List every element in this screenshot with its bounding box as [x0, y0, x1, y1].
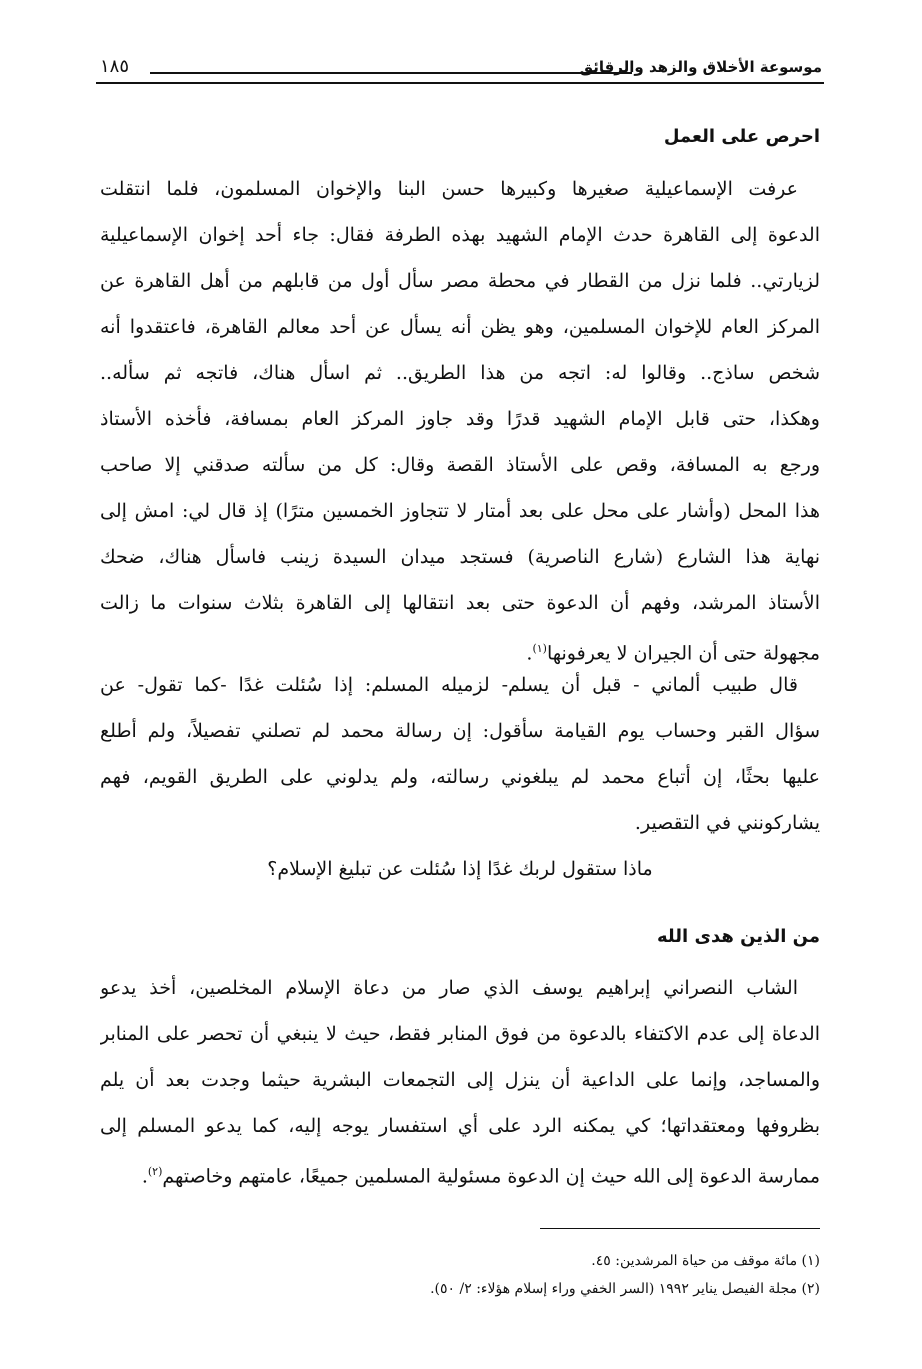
section-heading: احرص على العمل: [663, 126, 820, 147]
text-line: نهاية هذا الشارع (شارع الناصرية) فستجد ميدان السيدة زينب فاسأل هناك، ضحك: [100, 546, 820, 568]
text-line: هذا المحل (وأشار على محل على بعد أمتار لا تتجاوز الخمسين مترًا) إذ قال لي: امش إلى: [100, 500, 820, 522]
text-line: لزيارتي.. فلما نزل من القطار في محطة مصر سأل أول من قابلهم من أهل القاهرة عن: [100, 270, 820, 292]
footnote-ref: (٢): [147, 1165, 163, 1178]
text-line: قال طبيب ألماني - قبل أن يسلم- لزميله المسلم: إذا سُئلت غدًا -كما تقول- عن: [100, 674, 798, 696]
question-line: ماذا ستقول لربك غدًا إذا سُئلت عن تبليغ الإسلام؟: [267, 858, 653, 880]
section-heading: من الذين هدى الله: [657, 926, 820, 947]
paragraph: [100, 166, 820, 672]
header-line: [150, 72, 632, 74]
text-line: وهكذا، حتى قابل الإمام الشهيد قدرًا وقد جاوز المركز العام بمسافة، فأخذه الأستاذ: [100, 408, 820, 430]
paragraph: [100, 662, 820, 846]
text-line: الدعوة إلى القاهرة حدث الإمام الشهيد بهذه الطرفة فقال: جاء أحد إخوان الإسماعيلية: [100, 224, 820, 246]
text-line: عليها بحثًا، إن أتباع محمد لم يبلغوني رسالته، ولم يدلوني على الطريق القويم، فهم: [100, 766, 820, 788]
text-line: الدعاة إلى عدم الاكتفاء بالدعوة من فوق المنابر فقط، حيث لا ينبغي أن تحصر على المنابر: [100, 1023, 820, 1045]
header-rule: [96, 82, 824, 84]
footnote: (٢) مجلة الفيصل يناير ١٩٩٢ (السر الخفي وراء إسلام هؤلاء: ٢/ ٥٠).: [430, 1281, 820, 1297]
text-line: عرفت الإسماعيلية صغيرها وكبيرها حسن البنا والإخوان المسلمون، فلما انتقلت: [100, 178, 798, 200]
text-line: المركز العام للإخوان المسلمين، وهو يظن أنه يسأل عن أحد معالم القاهرة، فاعتقدوا أنه: [100, 316, 820, 338]
page-number: ١٨٥: [100, 56, 130, 77]
footnote-rule: [540, 1228, 820, 1229]
running-header: [100, 58, 822, 84]
text: مجهولة حتى أن الجيران لا يعرفونها: [546, 642, 820, 665]
text-line: يشاركونني في التقصير.: [634, 812, 820, 834]
footnotes: [430, 1247, 820, 1303]
footnote-ref: (١): [532, 642, 547, 655]
text-line: شخص ساذج.. وقالوا له: اتجه من هذا الطريق.. ثم اسأل هناك، فاتجه ثم سأله..: [100, 362, 820, 384]
text-line: بظروفها ومعتقداتها؛ كي يمكنه الرد على أي استفسار يوجه إليه، كما يدعو المسلم إلى: [100, 1115, 820, 1137]
period: .: [526, 642, 533, 665]
book-title: موسوعة الأخلاق والزهد والرقائق: [579, 58, 822, 76]
footnote: (١) مائة موقف من حياة المرشدين: ٤٥.: [591, 1253, 820, 1269]
text-line: الشاب النصراني إبراهيم يوسف الذي صار من دعاة الإسلام المخلصين، أخذ يدعو: [100, 977, 798, 999]
text: ممارسة الدعوة إلى الله حيث إن الدعوة مسئولية المسلمين جميعًا، عامتهم وخاصتهم: [162, 1165, 820, 1188]
text-line: الأستاذ المرشد، وفهم أن الدعوة حتى بعد انتقالها إلى القاهرة بثلاث سنوات ما زالت: [100, 592, 820, 614]
text-line: [100, 1149, 820, 1195]
paragraph: [100, 965, 820, 1195]
text-line: ورجع به المسافة، وقص على الأستاذ القصة وقال: كل من سألته صدقني إلا صاحب: [100, 454, 820, 476]
text-line: سؤال القبر وحساب يوم القيامة سأقول: إن رسالة محمد لم تصلني تفصيلاً، ولم أطلع: [100, 720, 820, 742]
period: .: [141, 1165, 148, 1188]
text-line: والمساجد، وإنما على الداعية أن ينزل إلى التجمعات البشرية حيثما وجدت بعد أن يلم: [100, 1069, 820, 1091]
